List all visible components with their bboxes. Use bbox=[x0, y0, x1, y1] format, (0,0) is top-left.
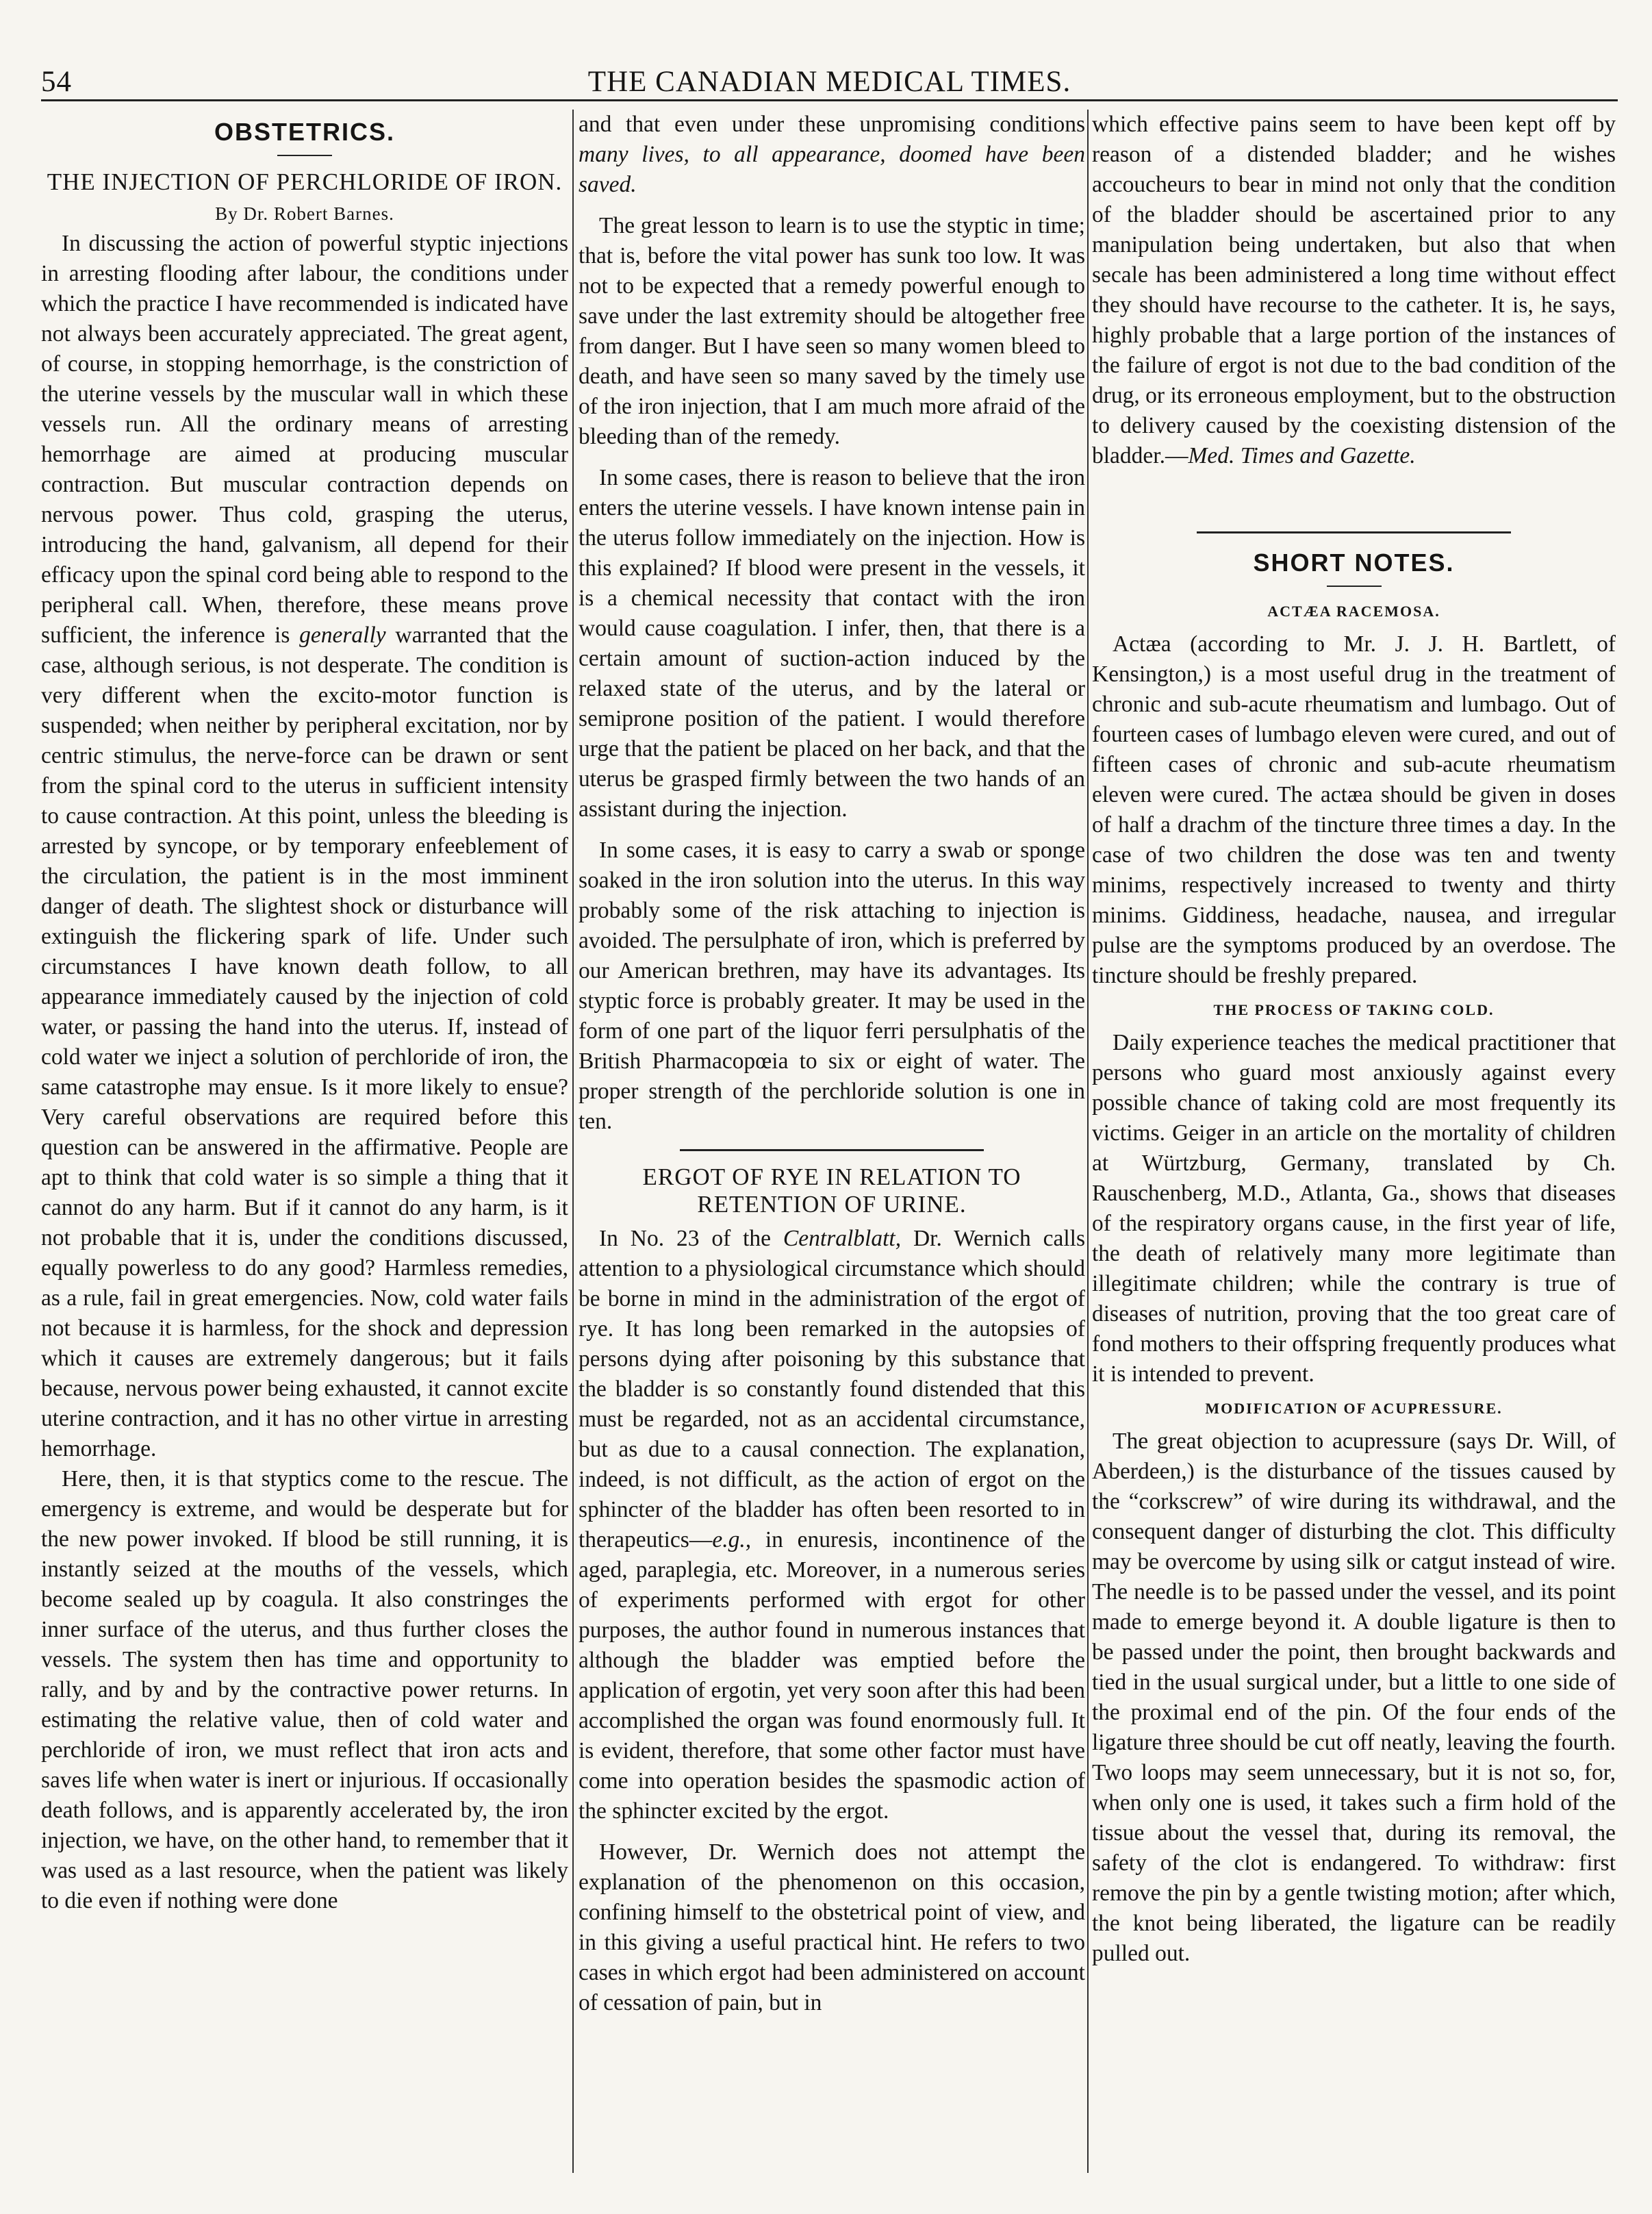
section-heading-short-notes: SHORT NOTES. bbox=[1253, 549, 1455, 577]
column-divider bbox=[572, 110, 574, 2173]
section-heading-obstetrics: OBSTETRICS. bbox=[214, 118, 395, 146]
paragraph: and that even under these unpromising conditions many lives, to all appearance, doomed have been saved. bbox=[579, 112, 1085, 197]
rule bbox=[1197, 531, 1511, 533]
journal-title: THE CANADIAN MEDICAL TIMES. bbox=[587, 66, 1071, 98]
article-title-ergot: ERGOT OF RYE IN RELATION TO RETENTION OF URINE. bbox=[642, 1163, 1021, 1218]
column-divider bbox=[1087, 110, 1089, 2173]
paragraph: which effective pains seem to have been kept off by reason of a distended bladder; and he wishes accoucheurs to bear in mind not only that the condition of the bladder should be ascertained prior to any manipulation being undertaken, but also that when secale has been administered a long time without effect they should have recourse to the catheter. It is, he says, highly probable that a large portion of the instances of the failure of ergot is not due to the bad condition of the drug, or its erroneous employment, but to the obstruction to delivery caused by the coexisting distension of the bladder.—Med. Times and Gazette. bbox=[1092, 112, 1616, 468]
paragraph: In discussing the action of powerful styptic injections in arresting flooding after labour, the conditions under which the practice I have recommended is indicated have not always been accurately appreciated. The great agent, of course, in stopping hemorrhage, is the constriction of the uterine vessels by the muscular wall in which these vessels run. All the ordinary means of arresting hemorrhage are aimed at producing muscular contraction. But muscular contraction depends on nervous power. Thus cold, grasping the uterus, introducing the hand, galvanism, all depend for their efficacy upon the spinal cord being able to respond to the peripheral call. When, therefore, these means prove sufficient, the inference is generally warranted that the case, although serious, is not desperate. The condition is very different when the excito-motor function is suspended; when neither by peripheral excitation, nor by centric stimulus, the nerve-force can be drawn or sent from the spinal cord to the uterus in sufficient intensity to cause contraction. At this point, unless the bleeding is arrested by syncope, or by temporary enfeeblement of the circulation, the patient is in the most imminent danger of death. The slightest shock or disturbance will extinguish the flickering spark of life. Under such circumstances I have known death follow, to all appearance immediately caused by the injection of cold water, or passing the hand into the uterus. If, instead of cold water we inject a solution of perchloride of iron, the same catastrophe may ensue. Is it more likely to ensue? Very careful observations are required before this question can be answered in the affirmative. People are apt to think that cold water is so simple a thing that it cannot do any harm. But if it cannot do any harm, is it not probable that it is, under the conditions discussed, equally powerless to do any good? Harmless remedies, as a rule, fail in great emergencies. Now, cold water fails not because it is harmless, for the shock and depression which it causes are extremely dangerous; but it fails because, nervous power being exhausted, it cannot excite uterine contraction, and it has no other virtue in arresting hemorrhage. bbox=[41, 231, 568, 1461]
byline: By Dr. Robert Barnes. bbox=[215, 203, 394, 224]
column-middle bbox=[579, 110, 1085, 2207]
rule bbox=[1327, 586, 1382, 587]
paragraph: Actæa (according to Mr. J. J. H. Bartlett, of Kensington,) is a most useful drug in the treatment of chronic and sub-acute rheumatism and lumbago. Out of fourteen cases of lumbago eleven were cured, and out of fifteen cases of chronic and sub-acute rheumatism eleven were cured. The actæa should be given in doses of half a drachm of the tincture three times a day. In the case of two children the dose was ten and twenty minims, respectively increased to twenty and thirty minims. Giddiness, headache, nausea, and irregular pulse are the symptoms produced by an overdose. The tincture should be freshly prepared. bbox=[1092, 631, 1616, 988]
running-head bbox=[41, 65, 1618, 101]
paragraph: In some cases, it is easy to carry a swab or sponge soaked in the iron solution into the uterus. In this way probably some of the risk attaching to injection is avoided. The persulphate of iron, which is preferred by our American brethren, may have its advantages. Its styptic force is probably greater. It may be used in the form of one part of the liquor ferri persulphatis of the British Pharmacopœia to six or eight of water. The proper strength of the perchloride solution is one in ten. bbox=[579, 838, 1085, 1134]
paragraph: Daily experience teaches the medical practitioner that persons who guard most anxiously against every possible chance of taking cold are most frequently its victims. Geiger in an article on the mortality of children at Würtzburg, Germany, translated by Ch. Rauschenberg, M.D., Atlanta, Ga., shows that diseases of the respiratory organs cause, in the first year of life, the death of relatively many more legitimate than illegitimate children; while the contrary is true of diseases of nutrition, proving that the too great care of fond mothers to their offspring frequently produces what it is intended to prevent. bbox=[1092, 1030, 1616, 1387]
paragraph: Here, then, it is that styptics come to the rescue. The emergency is extreme, and would be desperate but for the new power invoked. If blood be still running, it is instantly seized at the mouths of the vessels, which become sealed up by coagula. It also constringes the inner surface of the uterus, and thus further closes the vessels. The system then has time and opportunity to rally, and by and by the contractive power returns. In estimating the relative value, then of cold water and perchloride of iron, we must reflect that iron acts and saves life when water is inert or injurious. If occasionally death follows, and is apparently accelerated by, the iron injection, we have, on the other hand, to remember that it was used as a last resource, when the patient was likely to die even if nothing were done bbox=[41, 1466, 568, 1913]
column-right bbox=[1092, 110, 1616, 2207]
paragraph: The great objection to acupressure (says Dr. Will, of Aberdeen,) is the disturbance of the tissues caused by the “corkscrew” of wire during its withdrawal, and the consequent danger of disturbing the clot. This difficulty may be overcome by using silk or catgut instead of wire. The needle is to be passed under the vessel, and its point made to emerge beyond it. A double ligature is then to be passed under the point, then brought backwards and tied in the usual surgical under, but a little to one side of the proximal end of the pin. Of the four ends of the ligature three should be cut off neatly, leaving the fourth. Two loops may seem unnecessary, but it is not so, for, when only one is used, it takes such a firm hold of the tissue about the vessel that, during its removal, the safety of the clot is endangered. To withdraw: first remove the pin by a gentle twisting motion; after which, the knot being liberated, the ligature can be readily pulled out. bbox=[1092, 1429, 1616, 1966]
column-left bbox=[41, 110, 568, 2207]
subheading-actaea: ACTÆA RACEMOSA. bbox=[1267, 603, 1440, 620]
rule bbox=[680, 1149, 984, 1151]
page-number: 54 bbox=[41, 66, 72, 98]
paragraph: However, Dr. Wernich does not attempt the explanation of the phenomenon on this occasion, confining himself to the obstetrical point of view, and in this giving a useful practical hint. He refers to two cases in which ergot had been administered on account of cessation of pain, but in bbox=[579, 1839, 1085, 2015]
paragraph: The great lesson to learn is to use the styptic in time; that is, before the vital power has sunk too low. It was not to be expected that a remedy powerful enough to save under the last extremity should be altogether free from danger. But I have seen so many women bleed to death, and have seen so many saved by the timely use of the iron injection, that I am much more afraid of the bleeding than of the remedy. bbox=[579, 213, 1085, 449]
subheading-taking-cold: THE PROCESS OF TAKING COLD. bbox=[1213, 1001, 1495, 1018]
rule bbox=[277, 155, 332, 156]
paragraph: In No. 23 of the Centralblatt, Dr. Wernich calls attention to a physiological circumstance which should be borne in mind in the administration of the ergot of rye. It has long been remarked in the autopsies of persons dying after poisoning by this substance that the bladder is so constantly found distended that this must be regarded, not as an accidental circumstance, but as due to a causal connection. The explanation, indeed, is not difficult, as the action of ergot on the sphincter of the bladder has often been resorted to in therapeutics—e.g., in enuresis, incontinence of the aged, paraplegia, etc. Moreover, in a numerous series of experiments performed with ergot for other purposes, the author found in numerous instances that although the bladder was emptied before the application of ergotin, yet very soon after this had been accomplished the organ was found enormously full. It is evident, therefore, that some other factor must have come into operation besides the spasmodic action of the sphincter excited by the ergot. bbox=[579, 1226, 1085, 1824]
subheading-acupressure: MODIFICATION OF ACUPRESSURE. bbox=[1205, 1400, 1503, 1417]
article-title-injection: THE INJECTION OF PERCHLORIDE OF IRON. bbox=[47, 168, 563, 195]
paragraph: In some cases, there is reason to believe that the iron enters the uterine vessels. I have known intense pain in the uterus follow immediately on the injection. How is this explained? If blood were present in the vessels, it is a chemical necessity that contact with the iron would cause coagulation. I infer, then, that there is a certain amount of suction-action induced by the relaxed state of the uterus, and by the lateral or semiprone position of the patient. I would therefore urge that the patient be placed on her back, and that the uterus be grasped firmly between the two hands of an assistant during the injection. bbox=[579, 465, 1085, 822]
